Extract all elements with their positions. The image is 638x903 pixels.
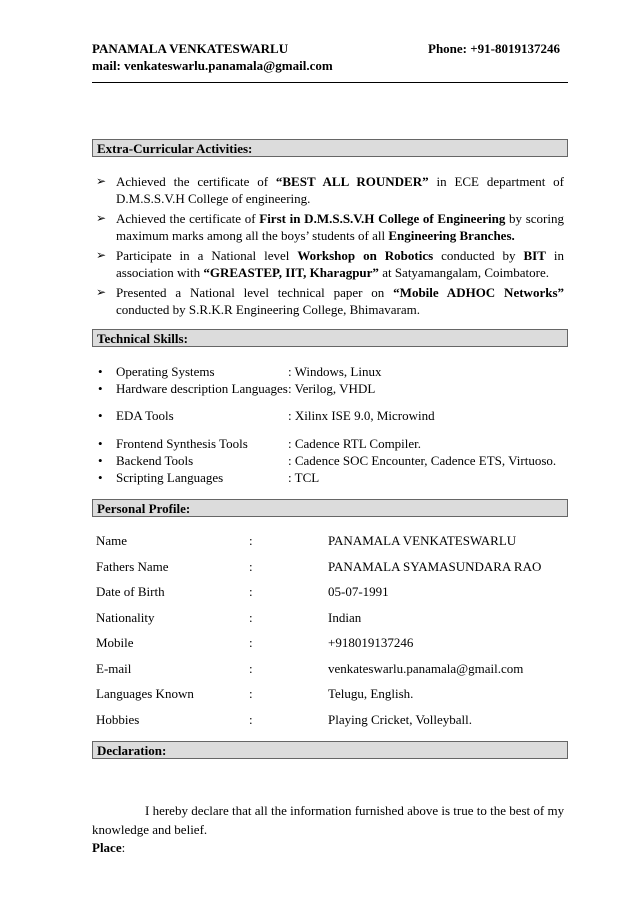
profile-value: 05-07-1991	[328, 584, 389, 599]
bullet-icon: •	[98, 453, 103, 468]
section-title-technical: Technical Skills:	[92, 329, 568, 347]
item-text: in association with	[116, 248, 564, 280]
profile-key: Name	[96, 533, 128, 548]
profile-value: Playing Cricket, Volleyball.	[328, 711, 472, 727]
item-text: at Satyamangalam, Coimbatore.	[378, 265, 549, 280]
extracurricular-item-text	[116, 247, 564, 281]
bullet-icon: •	[98, 436, 103, 451]
profile-separator: :	[249, 584, 253, 599]
bullet-icon: •	[98, 381, 103, 396]
section-title-declaration: Declaration:	[92, 741, 568, 759]
highlight-text: “GREASTEP, IIT, Kharagpur”	[203, 265, 379, 280]
highlight-text: BIT	[523, 248, 546, 263]
place-separator: :	[121, 840, 126, 855]
profile-key: Languages Known	[96, 686, 194, 701]
profile-key: Mobile	[96, 635, 134, 650]
highlight-text: First in D.M.S.S.V.H College of Engineering	[259, 211, 506, 226]
item-text: Achieved the certificate of	[116, 174, 276, 189]
skill-name: Backend Tools	[116, 453, 194, 468]
skill-name: Operating Systems	[116, 364, 215, 379]
profile-separator: :	[249, 711, 253, 727]
skill-name: Hardware description Languages	[116, 381, 288, 396]
header-name: PANAMALA VENKATESWARLU	[92, 41, 289, 56]
skill-row	[98, 452, 568, 469]
arrow-bullet-icon: ➢	[96, 174, 107, 188]
profile-value: Indian	[328, 609, 362, 625]
item-text: conducted by	[433, 248, 524, 263]
profile-value: +918019137246	[328, 635, 414, 650]
place-label: Place	[92, 840, 122, 855]
item-text: Participate in a National level	[116, 248, 298, 263]
skill-value: : TCL	[288, 470, 320, 485]
profile-row	[96, 533, 566, 550]
header	[92, 40, 570, 74]
bullet-icon: •	[98, 470, 103, 485]
item-text: by scoring maximum marks among all the boys’ students of all	[116, 211, 564, 243]
skill-row	[98, 407, 568, 424]
declaration-text-block	[92, 801, 568, 839]
item-text: Presented a National level technical paper on	[116, 285, 394, 300]
place-line	[92, 840, 125, 856]
profile-row	[96, 635, 566, 652]
profile-value: PANAMALA VENKATESWARLU	[328, 533, 517, 548]
header-divider	[92, 82, 568, 83]
skill-row	[98, 435, 568, 452]
highlight-text: Workshop on Robotics	[297, 248, 434, 263]
highlight-text: “BEST ALL ROUNDER”	[275, 174, 429, 189]
bullet-icon: •	[98, 408, 103, 423]
item-text: conducted by S.R.K.R Engineering College, Bhimavaram.	[116, 302, 420, 317]
skill-value: : Windows, Linux	[288, 364, 382, 379]
item-text: in ECE department of D.M.S.S.V.H College of engineering.	[116, 174, 564, 206]
profile-separator: :	[249, 533, 253, 548]
arrow-bullet-icon: ➢	[96, 285, 107, 299]
section-title-profile: Personal Profile:	[92, 499, 568, 517]
profile-key: Nationality	[96, 609, 155, 625]
arrow-bullet-icon: ➢	[96, 248, 107, 262]
skill-name: Frontend Synthesis Tools	[116, 436, 248, 451]
skill-row	[98, 363, 568, 380]
profile-separator: :	[249, 635, 253, 650]
arrow-bullet-icon: ➢	[96, 211, 107, 225]
profile-value: PANAMALA SYAMASUNDARA RAO	[328, 558, 542, 574]
profile-key: Fathers Name	[96, 558, 169, 574]
profile-value: Telugu, English.	[328, 686, 414, 701]
profile-key: E-mail	[96, 660, 132, 676]
profile-separator: :	[249, 558, 253, 574]
profile-key: Hobbies	[96, 711, 140, 727]
extracurricular-item-text	[116, 173, 564, 207]
skill-value: : Verilog, VHDL	[288, 381, 376, 396]
extracurricular-item-text	[116, 210, 564, 244]
header-phone: Phone: +91-8019137246	[428, 41, 560, 56]
skill-name: Scripting Languages	[116, 470, 224, 485]
item-text: Achieved the certificate of	[116, 211, 260, 226]
bullet-icon: •	[98, 364, 103, 379]
profile-separator: :	[249, 686, 253, 701]
highlight-text: “Mobile ADHOC Networks”	[393, 285, 564, 300]
profile-separator: :	[249, 660, 253, 676]
skill-value: : Cadence RTL Compiler.	[288, 436, 422, 451]
skill-value: : Cadence SOC Encounter, Cadence ETS, Virtuoso.	[288, 453, 557, 468]
profile-row	[96, 712, 566, 729]
highlight-text: Engineering Branches.	[388, 228, 515, 243]
profile-key: Date of Birth	[96, 584, 165, 599]
profile-row	[96, 661, 566, 678]
header-mail: mail: venkateswarlu.panamala@gmail.com	[92, 58, 333, 73]
skill-row	[98, 380, 568, 397]
skill-value: : Xilinx ISE 9.0, Microwind	[288, 408, 435, 423]
skill-row	[98, 469, 568, 486]
extracurricular-item-text	[116, 284, 564, 318]
skill-name: EDA Tools	[116, 408, 174, 423]
profile-separator: :	[249, 609, 253, 625]
profile-row	[96, 686, 566, 703]
declaration-text: I hereby declare that all the information furnished above is true to the best of my knowledge and belief.	[92, 803, 565, 837]
profile-row	[96, 610, 566, 627]
profile-row	[96, 559, 566, 576]
section-title-extracurricular: Extra-Curricular Activities:	[92, 139, 568, 157]
profile-value: venkateswarlu.panamala@gmail.com	[328, 660, 524, 676]
profile-row	[96, 584, 566, 601]
